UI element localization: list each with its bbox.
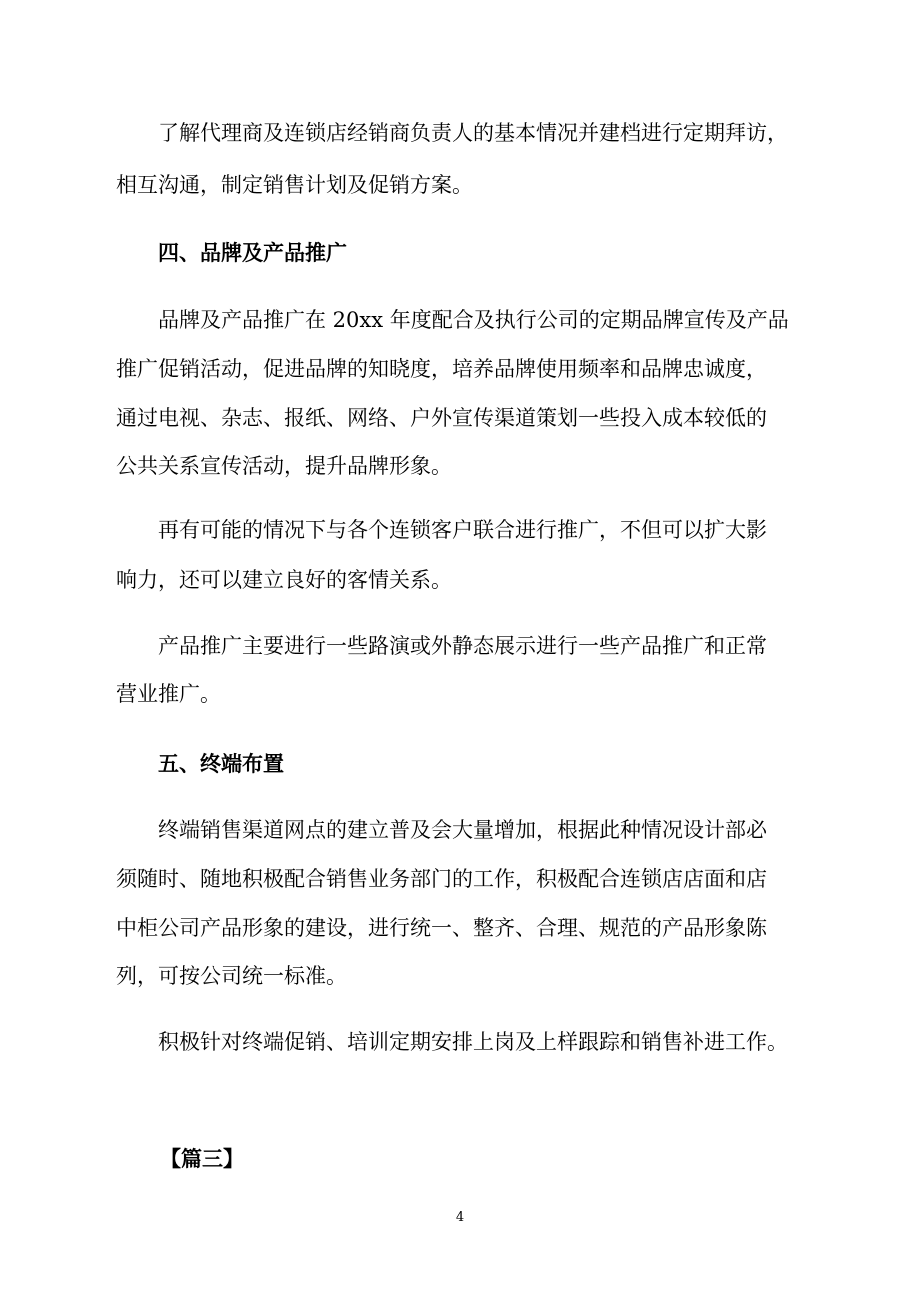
paragraph-line: 再有可能的情况下与各个连锁客户联合进行推广，不但可以扩大影 [158,518,767,542]
paragraph-line: 了解代理商及连锁店经销商负责人的基本情况并建档进行定期拜访， [158,121,788,145]
paragraph-line: 终端销售渠道网点的建立普及会大量增加，根据此种情况设计部必 [158,818,767,842]
paragraph-line: 营业推广。 [116,682,221,706]
paragraph-line: 产品推广主要进行一些路演或外静态展示进行一些产品推广和正常 [158,634,767,658]
paragraph-line: 品牌及产品推广在 20xx 年度配合及执行公司的定期品牌宣传及产品 [158,308,789,332]
section-label: 【篇三】 [160,1146,244,1171]
paragraph-line: 中柜公司产品形象的建设，进行统一、整齐、合理、规范的产品形象陈 [116,916,767,940]
page-number: 4 [455,1210,465,1225]
paragraph-line: 公共关系宣传活动，提升品牌形象。 [116,454,452,478]
paragraph-line: 通过电视、杂志、报纸、网络、户外宣传渠道策划一些投入成本较低的 [116,406,767,430]
section-heading: 五、终端布置 [158,751,284,776]
paragraph-line: 列，可按公司统一标准。 [116,964,347,988]
paragraph-line: 推广促销活动，促进品牌的知晓度，培养品牌使用频率和品牌忠诚度， [116,357,767,381]
paragraph-line: 响力，还可以建立良好的客情关系。 [116,568,452,592]
section-heading: 四、品牌及产品推广 [158,240,347,265]
paragraph-line: 相互沟通，制定销售计划及促销方案。 [116,173,473,197]
paragraph-line: 须随时、随地积极配合销售业务部门的工作，积极配合连锁店店面和店 [116,867,767,891]
paragraph-line: 积极针对终端促销、培训定期安排上岗及上样跟踪和销售补进工作。 [158,1030,788,1054]
